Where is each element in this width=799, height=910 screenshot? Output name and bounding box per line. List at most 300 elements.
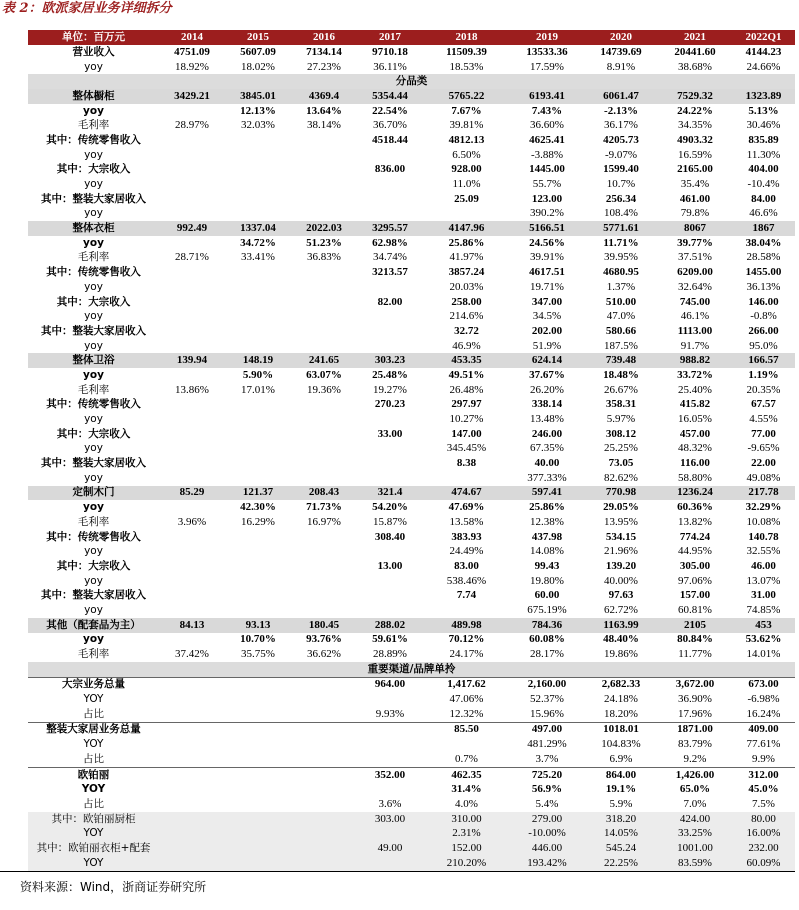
value-cell: 51.9% [532, 339, 562, 352]
table-row [28, 707, 795, 722]
value-cell: 457.00 [679, 427, 711, 440]
value-cell [225, 177, 291, 192]
value-cell: 256.34 [605, 192, 637, 205]
table-row [28, 427, 795, 442]
value-cell: 1236.24 [658, 486, 732, 501]
value-cell: 352.00 [357, 767, 423, 782]
value-cell [291, 309, 357, 324]
table-row [28, 339, 795, 354]
value-cell: 1,417.62 [423, 677, 510, 692]
table-row [28, 737, 795, 752]
value-cell: 60.00 [534, 589, 560, 602]
value-cell [159, 412, 225, 427]
value-cell: 24.18% [604, 693, 638, 706]
value-cell: 10.08% [746, 515, 781, 528]
value-cell [159, 177, 225, 192]
value-cell: 437.98 [531, 530, 563, 543]
value-cell: 25.09 [454, 192, 479, 205]
value-cell: 44.95% [678, 545, 712, 558]
row-label: 占比 [83, 752, 104, 765]
table-row [28, 500, 795, 515]
value-cell: -10.4% [747, 178, 780, 191]
value-cell [159, 207, 225, 222]
value-cell: 14739.69 [600, 45, 642, 58]
value-cell: 8067 [658, 221, 732, 236]
value-cell [159, 826, 225, 841]
value-cell: 11.77% [678, 648, 712, 661]
value-cell: 4147.96 [423, 221, 510, 236]
value-cell [159, 692, 225, 707]
value-cell: 31.4% [451, 783, 482, 796]
value-cell: 4.55% [749, 413, 778, 426]
value-cell [225, 544, 291, 559]
row-label: 其中：欧铂丽厨柜 [28, 812, 159, 827]
value-cell: 34.35% [678, 119, 712, 132]
value-cell: 91.7% [680, 339, 710, 352]
value-cell: 1455.00 [745, 266, 782, 279]
value-cell: 74.85% [746, 603, 781, 616]
value-cell [357, 442, 423, 457]
row-label: yoy [83, 368, 104, 381]
table-row [28, 398, 795, 413]
value-cell: 24.49% [449, 545, 484, 558]
row-label: yoy [84, 148, 103, 161]
value-cell: 474.67 [423, 486, 510, 501]
value-cell: 2105 [658, 618, 732, 633]
value-cell [291, 722, 357, 737]
value-cell [423, 207, 510, 222]
value-cell: 2,682.33 [584, 677, 658, 692]
value-cell: 510.00 [605, 295, 637, 308]
row-label: yoy [84, 310, 103, 323]
value-cell: 303.23 [357, 353, 423, 368]
value-cell [291, 280, 357, 295]
value-cell: 19.1% [605, 783, 637, 796]
value-cell [357, 207, 423, 222]
value-cell: 47.0% [606, 310, 636, 323]
value-cell: 3,672.00 [658, 677, 732, 692]
table-row [28, 412, 795, 427]
value-cell: 9.9% [752, 752, 775, 765]
value-cell: 288.02 [357, 618, 423, 633]
value-cell: 6061.47 [584, 89, 658, 104]
value-cell: 60.36% [677, 501, 713, 514]
value-cell: 16.24% [746, 707, 781, 720]
table-row [28, 133, 795, 148]
row-label: 毛利率 [77, 119, 110, 132]
row-label: yoy [84, 603, 103, 616]
value-cell [225, 722, 291, 737]
value-cell [159, 737, 225, 752]
value-cell: 37.42% [175, 648, 209, 661]
value-cell: 73.05 [608, 457, 634, 470]
value-cell: 20441.60 [674, 45, 716, 58]
value-cell: 27.23% [307, 60, 341, 73]
value-cell: 38.14% [307, 119, 341, 132]
value-cell: 28.58% [746, 251, 781, 264]
value-cell: 5771.61 [584, 221, 658, 236]
value-cell: 739.48 [584, 353, 658, 368]
value-cell [225, 574, 291, 589]
value-cell: 10.7% [606, 178, 636, 191]
value-cell [225, 677, 291, 692]
value-cell [225, 207, 291, 222]
value-cell [357, 309, 423, 324]
value-cell [225, 826, 291, 841]
table-row [28, 618, 795, 633]
row-label: 毛利率 [77, 383, 110, 396]
value-cell: 1337.04 [225, 221, 291, 236]
value-cell: 38.68% [678, 60, 712, 73]
value-cell [357, 471, 423, 486]
value-cell [159, 544, 225, 559]
value-cell: 1113.00 [677, 324, 713, 337]
value-cell: 13.82% [678, 515, 712, 528]
value-cell: 597.41 [510, 486, 584, 501]
value-cell: 51.23% [306, 236, 342, 249]
row-label: 毛利率 [77, 515, 110, 528]
value-cell: 60.81% [678, 603, 712, 616]
value-cell: 20.03% [449, 280, 484, 293]
value-cell: 33.25% [658, 826, 732, 841]
value-cell [423, 603, 510, 618]
value-cell: 42.30% [240, 501, 276, 514]
value-cell: 241.65 [291, 353, 357, 368]
value-cell [159, 398, 225, 413]
table-row [28, 574, 795, 589]
value-cell: 358.31 [605, 398, 637, 411]
value-cell [291, 412, 357, 427]
value-cell: 1,426.00 [658, 767, 732, 782]
value-cell: 461.00 [679, 192, 711, 205]
table-row [28, 856, 795, 871]
value-cell: 4812.13 [448, 133, 485, 146]
row-label: yoy [84, 207, 103, 220]
value-cell: 20.35% [746, 383, 781, 396]
row-label: 其中：欧铂丽衣柜+配套 [28, 841, 159, 856]
value-cell: 6193.41 [510, 89, 584, 104]
value-cell: -0.8% [750, 310, 777, 323]
value-cell: 19.36% [307, 383, 341, 396]
value-cell: 3857.24 [448, 266, 485, 279]
value-cell: 97.63 [608, 589, 634, 602]
value-cell [291, 677, 357, 692]
value-cell: 84.13 [159, 618, 225, 633]
value-cell [291, 544, 357, 559]
value-cell: 19.80% [530, 574, 564, 587]
value-cell [291, 707, 357, 722]
value-cell: 210.20% [423, 856, 510, 871]
value-cell: 308.12 [605, 427, 637, 440]
value-cell [225, 339, 291, 354]
value-cell [225, 442, 291, 457]
value-cell [291, 339, 357, 354]
value-cell: 67.57 [751, 398, 776, 411]
header-cell: 2019 [510, 30, 584, 45]
value-cell: 18.53% [449, 60, 484, 73]
value-cell [291, 752, 357, 767]
table-row [28, 265, 795, 280]
value-cell [291, 148, 357, 163]
value-cell [159, 427, 225, 442]
row-label: 其中：大宗收入 [56, 163, 131, 176]
value-cell: -3.88% [530, 148, 564, 161]
value-cell [357, 544, 423, 559]
value-cell: 18.20% [604, 707, 638, 720]
value-cell [291, 812, 357, 827]
row-label: YOY [83, 738, 104, 751]
value-cell: 19.71% [530, 280, 564, 293]
value-cell: 83.79% [678, 738, 712, 751]
value-cell: 29.05% [603, 501, 639, 514]
value-cell [291, 265, 357, 280]
value-cell [357, 192, 423, 207]
value-cell [291, 177, 357, 192]
value-cell: 15.96% [530, 707, 564, 720]
value-cell: 63.07% [306, 368, 342, 381]
value-cell [225, 133, 291, 148]
table-row [28, 353, 795, 368]
value-cell [291, 603, 357, 618]
value-cell: 16.00% [732, 826, 795, 841]
value-cell [291, 737, 357, 752]
value-cell: 10.70% [240, 633, 276, 646]
value-cell: 14.01% [746, 648, 781, 661]
header-cell: 2016 [291, 30, 357, 45]
value-cell: 24.17% [449, 648, 484, 661]
value-cell [225, 692, 291, 707]
row-label: yoy [84, 574, 103, 587]
value-cell [291, 767, 357, 782]
value-cell [159, 368, 225, 383]
value-cell: 534.15 [605, 530, 637, 543]
value-cell: 3295.57 [357, 221, 423, 236]
row-label: 欧铂丽 [28, 767, 159, 782]
value-cell: 770.98 [584, 486, 658, 501]
value-cell [291, 192, 357, 207]
value-cell: 41.97% [449, 251, 484, 264]
value-cell: 4518.44 [372, 133, 408, 146]
value-cell [159, 797, 225, 812]
value-cell: 193.42% [510, 856, 584, 871]
value-cell: 258.00 [451, 295, 482, 308]
value-cell: 93.76% [306, 633, 342, 646]
value-cell: 7529.32 [658, 89, 732, 104]
value-cell: 14.08% [530, 545, 564, 558]
value-cell: 1445.00 [529, 163, 565, 176]
value-cell [159, 603, 225, 618]
value-cell: 347.00 [531, 295, 563, 308]
value-cell: 28.71% [175, 251, 209, 264]
row-label: 其中：传统零售收入 [46, 398, 141, 411]
value-cell [291, 826, 357, 841]
value-cell: 13.48% [530, 413, 564, 426]
row-label: yoy [83, 501, 104, 514]
table-row [28, 692, 795, 707]
header-cell: 2017 [357, 30, 423, 45]
value-cell: 53.62% [745, 633, 782, 646]
value-cell [291, 856, 357, 871]
value-cell: 25.86% [529, 501, 565, 514]
value-cell: 297.97 [451, 398, 482, 411]
value-cell: 28.89% [373, 648, 407, 661]
value-cell: 321.4 [357, 486, 423, 501]
table-row [28, 442, 795, 457]
value-cell [357, 456, 423, 471]
value-cell: 1001.00 [658, 841, 732, 856]
value-cell: 18.02% [241, 60, 275, 73]
value-cell: 992.49 [159, 221, 225, 236]
value-cell [159, 265, 225, 280]
value-cell: 39.91% [530, 251, 564, 264]
value-cell: 17.96% [678, 707, 712, 720]
row-label: 整体橱柜 [28, 89, 159, 104]
value-cell: 32.72 [454, 324, 479, 337]
value-cell: 497.00 [510, 722, 584, 737]
value-cell: 6209.00 [677, 266, 713, 279]
row-label: 整体衣柜 [28, 221, 159, 236]
value-cell: 217.78 [732, 486, 795, 501]
value-cell: 5.9% [609, 797, 633, 810]
value-cell: 390.2% [530, 207, 564, 220]
value-cell [159, 677, 225, 692]
value-cell [357, 148, 423, 163]
value-cell: 345.45% [446, 442, 487, 455]
value-cell: 964.00 [357, 677, 423, 692]
value-cell: 52.37% [530, 693, 564, 706]
row-label: 营业收入 [72, 45, 115, 58]
value-cell: 11.71% [603, 236, 639, 249]
value-cell [357, 722, 423, 737]
table-row [28, 368, 795, 383]
value-cell [225, 471, 291, 486]
value-cell: 31.00 [751, 589, 776, 602]
value-cell: 32.03% [241, 119, 275, 132]
value-cell [225, 737, 291, 752]
value-cell [225, 295, 291, 310]
value-cell: 85.29 [159, 486, 225, 501]
value-cell [291, 133, 357, 148]
value-cell [423, 737, 510, 752]
table-row [28, 309, 795, 324]
value-cell: 48.40% [603, 633, 639, 646]
value-cell: 77.61% [746, 738, 781, 751]
table-row [28, 60, 795, 75]
value-cell [159, 500, 225, 515]
value-cell: 25.40% [678, 383, 712, 396]
value-cell: 49.00 [357, 841, 423, 856]
value-cell: 580.66 [605, 324, 637, 337]
row-label: 其中：整装大家居收入 [41, 192, 146, 205]
value-cell: 28.97% [175, 119, 209, 132]
value-cell: 836.00 [374, 163, 406, 176]
row-label: yoy [84, 178, 103, 191]
value-cell: 25.48% [372, 368, 408, 381]
value-cell [159, 295, 225, 310]
table-row [28, 767, 795, 782]
section-title: 分品类 [28, 74, 795, 89]
table-row [28, 192, 795, 207]
row-label: 其中：大宗收入 [56, 295, 131, 308]
table-row [28, 456, 795, 471]
value-cell: 1323.89 [732, 89, 795, 104]
row-label: 其中：整装大家居收入 [41, 324, 146, 337]
value-cell [159, 722, 225, 737]
value-cell: 22.25% [584, 856, 658, 871]
value-cell: 1867 [732, 221, 795, 236]
value-cell: 62.98% [372, 236, 408, 249]
table-row [28, 603, 795, 618]
value-cell [159, 163, 225, 178]
value-cell [291, 295, 357, 310]
value-cell: 24.66% [746, 60, 781, 73]
value-cell [357, 826, 423, 841]
value-cell: 30.46% [746, 119, 781, 132]
value-cell: 2022.03 [291, 221, 357, 236]
table-row [28, 647, 795, 662]
value-cell: 70.12% [448, 633, 485, 646]
value-cell: 24.56% [529, 236, 565, 249]
value-cell: 725.20 [510, 767, 584, 782]
value-cell [225, 280, 291, 295]
value-cell: 13533.36 [526, 45, 568, 58]
value-cell [357, 412, 423, 427]
table-header-row [28, 30, 795, 45]
value-cell: 3845.01 [225, 89, 291, 104]
value-cell: 46.6% [749, 207, 778, 220]
value-cell: 5.4% [535, 797, 559, 810]
value-cell [291, 207, 357, 222]
footer-divider [0, 871, 795, 872]
value-cell: 338.14 [531, 398, 563, 411]
value-cell: 36.13% [746, 280, 781, 293]
row-label: yoy [84, 442, 103, 455]
value-cell: 36.90% [678, 693, 712, 706]
table-row [28, 544, 795, 559]
value-cell: 279.00 [510, 812, 584, 827]
value-cell [291, 427, 357, 442]
value-cell [357, 752, 423, 767]
value-cell: 32.55% [746, 545, 781, 558]
value-cell [225, 324, 291, 339]
row-label: YOY [81, 783, 106, 796]
value-cell: 6.9% [609, 752, 633, 765]
value-cell: 121.37 [225, 486, 291, 501]
table-row [28, 89, 795, 104]
value-cell: 80.84% [677, 633, 713, 646]
value-cell: 140.78 [748, 530, 779, 543]
value-cell [159, 104, 225, 119]
row-label: yoy [84, 545, 103, 558]
value-cell: 835.89 [748, 133, 779, 146]
value-cell [225, 752, 291, 767]
value-cell: 13.86% [175, 383, 209, 396]
value-cell [159, 633, 225, 648]
value-cell: 305.00 [679, 559, 711, 572]
value-cell: 7.0% [683, 797, 707, 810]
header-cell: 2015 [225, 30, 291, 45]
value-cell: 33.72% [677, 368, 713, 381]
value-cell [357, 588, 423, 603]
value-cell [357, 177, 423, 192]
value-cell [357, 324, 423, 339]
row-label: yoy [84, 339, 103, 352]
table-title: 表 2：欧派家居业务详细拆分 [2, 1, 172, 16]
value-cell: 48.32% [678, 442, 712, 455]
value-cell: 83.59% [658, 856, 732, 871]
header-cell: 2020 [584, 30, 658, 45]
table-row [28, 812, 795, 827]
